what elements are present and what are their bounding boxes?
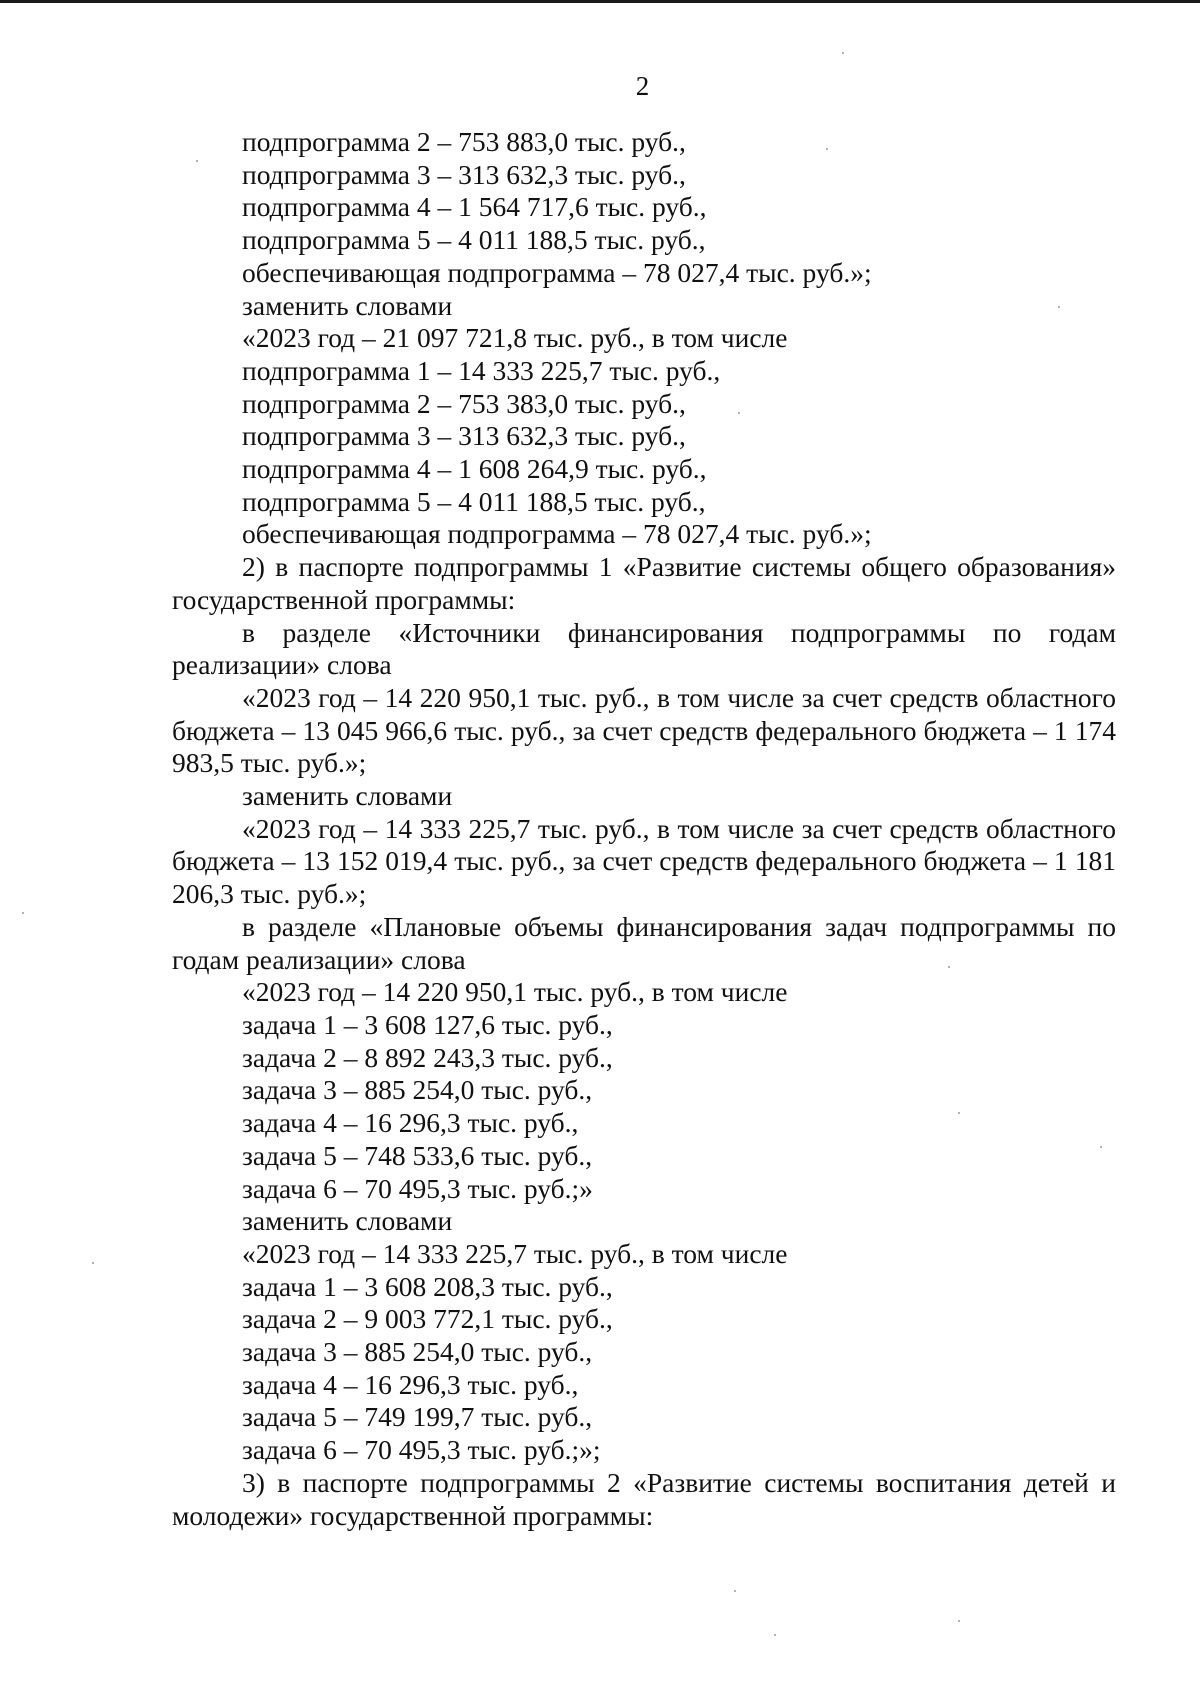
text-line: подпрограмма 3 – 313 632,3 тыс. руб.,: [242, 158, 686, 190]
scan-speck: [738, 412, 740, 414]
scan-speck: [734, 1590, 736, 1592]
scan-top-edge: [0, 0, 1200, 3]
text-line: задача 6 – 70 495,3 тыс. руб.;»;: [242, 1434, 601, 1466]
scan-speck: [842, 52, 844, 54]
text-line: подпрограмма 2 – 753 383,0 тыс. руб.,: [242, 387, 686, 419]
text-line: задача 3 – 885 254,0 тыс. руб.,: [242, 1074, 593, 1106]
text-line: «2023 год – 14 220 950,1 тыс. руб., в том числе: [242, 976, 788, 1008]
text-line: задача 1 – 3 608 127,6 тыс. руб.,: [242, 1008, 613, 1040]
paragraph: в разделе «Источники финансирования подпрограммы по годам реализации» слова: [172, 616, 1116, 681]
text-line: подпрограмма 5 – 4 011 188,5 тыс. руб.,: [242, 224, 706, 256]
paragraph: 3) в паспорте подпрограммы 2 «Развитие системы воспитания детей и молодежи» государственной программы:: [172, 1466, 1116, 1531]
scan-speck: [948, 966, 950, 968]
paragraph: «2023 год – 14 333 225,7 тыс. руб., в том числе за счет средств областного бюджета – 13 152 019,4 тыс. руб., за счет средств федерального бюджета – 1 181 206,3 тыс. руб.»;: [172, 812, 1116, 910]
document-body: [172, 126, 1116, 1532]
paragraph: «2023 год – 14 220 950,1 тыс. руб., в том числе за счет средств областного бюджета – 13 045 966,6 тыс. руб., за счет средств федерального бюджета – 1 174 983,5 тыс. руб.»;: [172, 681, 1116, 779]
text-line: задача 5 – 749 199,7 тыс. руб.,: [242, 1401, 593, 1433]
paragraph: 2) в паспорте подпрограммы 1 «Развитие системы общего образования» государственной программы:: [172, 551, 1116, 615]
scan-speck: [196, 160, 198, 162]
paragraph: в разделе «Плановые объемы финансирования задач подпрограммы по годам реализации» слова: [172, 910, 1116, 975]
scan-speck: [958, 1620, 960, 1622]
text-line: задача 4 – 16 296,3 тыс. руб.,: [242, 1107, 579, 1139]
text-line: заменить словами: [242, 289, 453, 321]
text-line: подпрограмма 4 – 1 608 264,9 тыс. руб.,: [242, 453, 707, 485]
page-number: 2: [635, 71, 650, 101]
text-line: задача 1 – 3 608 208,3 тыс. руб.,: [242, 1270, 613, 1302]
scan-speck: [774, 1634, 776, 1636]
text-line: подпрограмма 3 – 313 632,3 тыс. руб.,: [242, 420, 686, 452]
text-line: задача 2 – 9 003 772,1 тыс. руб.,: [242, 1303, 613, 1335]
scan-speck: [92, 1262, 94, 1264]
text-line: задача 5 – 748 533,6 тыс. руб.,: [242, 1139, 593, 1171]
text-line: заменить словами: [242, 780, 453, 812]
text-line: обеспечивающая подпрограмма – 78 027,4 тыс. руб.»;: [242, 256, 872, 288]
text-line: заменить словами: [242, 1205, 453, 1237]
scan-speck: [22, 912, 24, 914]
text-line: подпрограмма 2 – 753 883,0 тыс. руб.,: [242, 126, 686, 157]
text-line: подпрограмма 5 – 4 011 188,5 тыс. руб.,: [242, 485, 706, 517]
text-line: «2023 год – 14 333 225,7 тыс. руб., в том числе: [242, 1237, 788, 1269]
scan-speck: [1100, 1146, 1102, 1148]
text-line: задача 3 – 885 254,0 тыс. руб.,: [242, 1336, 593, 1368]
text-line: задача 6 – 70 495,3 тыс. руб.;»: [242, 1172, 593, 1204]
text-line: подпрограмма 4 – 1 564 717,6 тыс. руб.,: [242, 191, 707, 223]
scan-speck: [958, 1112, 960, 1114]
scan-speck: [826, 148, 828, 150]
scan-speck: [1058, 306, 1060, 308]
text-line: обеспечивающая подпрограмма – 78 027,4 тыс. руб.»;: [242, 518, 872, 550]
text-line: подпрограмма 1 – 14 333 225,7 тыс. руб.,: [242, 354, 721, 386]
text-line: задача 2 – 8 892 243,3 тыс. руб.,: [242, 1041, 613, 1073]
text-line: «2023 год – 21 097 721,8 тыс. руб., в том числе: [242, 322, 788, 354]
text-line: задача 4 – 16 296,3 тыс. руб.,: [242, 1368, 579, 1400]
